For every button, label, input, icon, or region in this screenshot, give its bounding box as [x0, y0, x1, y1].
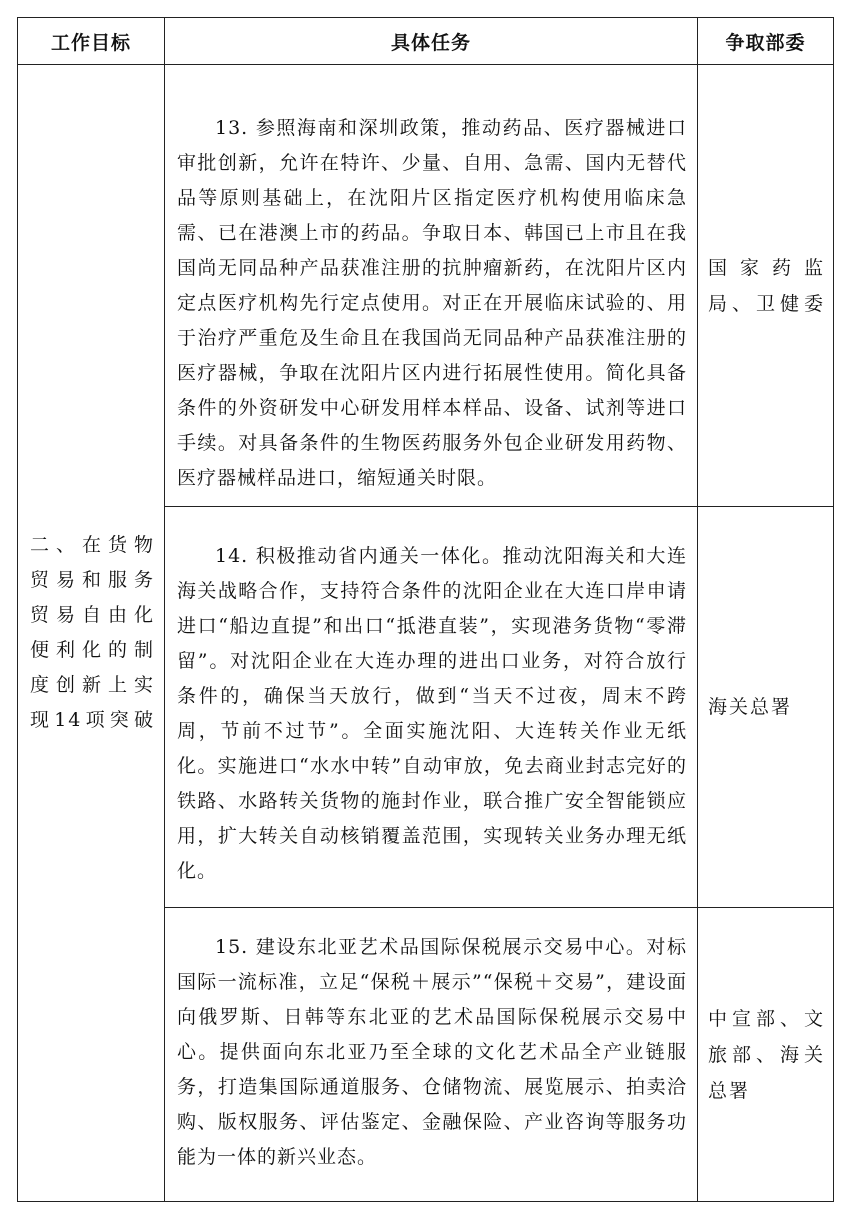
goal-cell: 二、在货物贸易和服务贸易自由化便利化的制度创新上实现14项突破: [18, 65, 165, 1202]
header-task: 具体任务: [165, 18, 698, 65]
dept-cell: 海关总署: [698, 507, 834, 908]
task-cell: [165, 507, 698, 908]
table-header-row: [18, 18, 834, 65]
task-cell: [165, 65, 698, 507]
dept-cell: 中宣部、文旅部、海关总署: [698, 908, 834, 1202]
header-goal: 工作目标: [18, 18, 165, 65]
table-row: [18, 65, 834, 507]
policy-table: [17, 17, 834, 1202]
task-cell: [165, 908, 698, 1202]
task-text: 14. 积极推动省内通关一体化。推动沈阳海关和大连海关战略合作，支持符合条件的沈阳企业在大连口岸申请进口“船边直提”和出口“抵港直装”，实现港务货物“零滞留”。对沈阳企业在大连办理的进出口业务，对符合放行条件的，确保当天放行，做到“当天不过夜，周末不跨周，节前不过节”。全面实施沈阳、大连转关作业无纸化。实施进口“水水中转”自动审放，免去商业封志完好的铁路、水路转关货物的施封作业，联合推广安全智能锁应用，扩大转关自动核销覆盖范围，实现转关业务办理无纸化。: [177, 545, 687, 882]
task-text: 13. 参照海南和深圳政策，推动药品、医疗器械进口审批创新，允许在特许、少量、自用、急需、国内无替代品等原则基础上，在沈阳片区指定医疗机构使用临床急需、已在港澳上市的药品。争取日本、韩国已上市且在我国尚无同品种产品获准注册的抗肿瘤新药，在沈阳片区内定点医疗机构先行定点使用。对正在开展临床试验的、用于治疗严重危及生命且在我国尚无同品种产品获准注册的医疗器械，争取在沈阳片区内进行拓展性使用。简化具备条件的外资研发中心研发用样本样品、设备、试剂等进口手续。对具备条件的生物医药服务外包企业研发用药物、医疗器械样品进口，缩短通关时限。: [177, 117, 687, 489]
header-dept: 争取部委: [698, 18, 834, 65]
dept-cell: 国家药监局、卫健委: [698, 65, 834, 507]
task-text: 15. 建设东北亚艺术品国际保税展示交易中心。对标国际一流标准，立足“保税＋展示”“保税＋交易”，建设面向俄罗斯、日韩等东北亚的艺术品国际保税展示交易中心。提供面向东北亚乃至全球的文化艺术品全产业链服务，打造集国际通道服务、仓储物流、展览展示、拍卖洽购、版权服务、评估鉴定、金融保险、产业咨询等服务功能为一体的新兴业态。: [177, 936, 687, 1168]
